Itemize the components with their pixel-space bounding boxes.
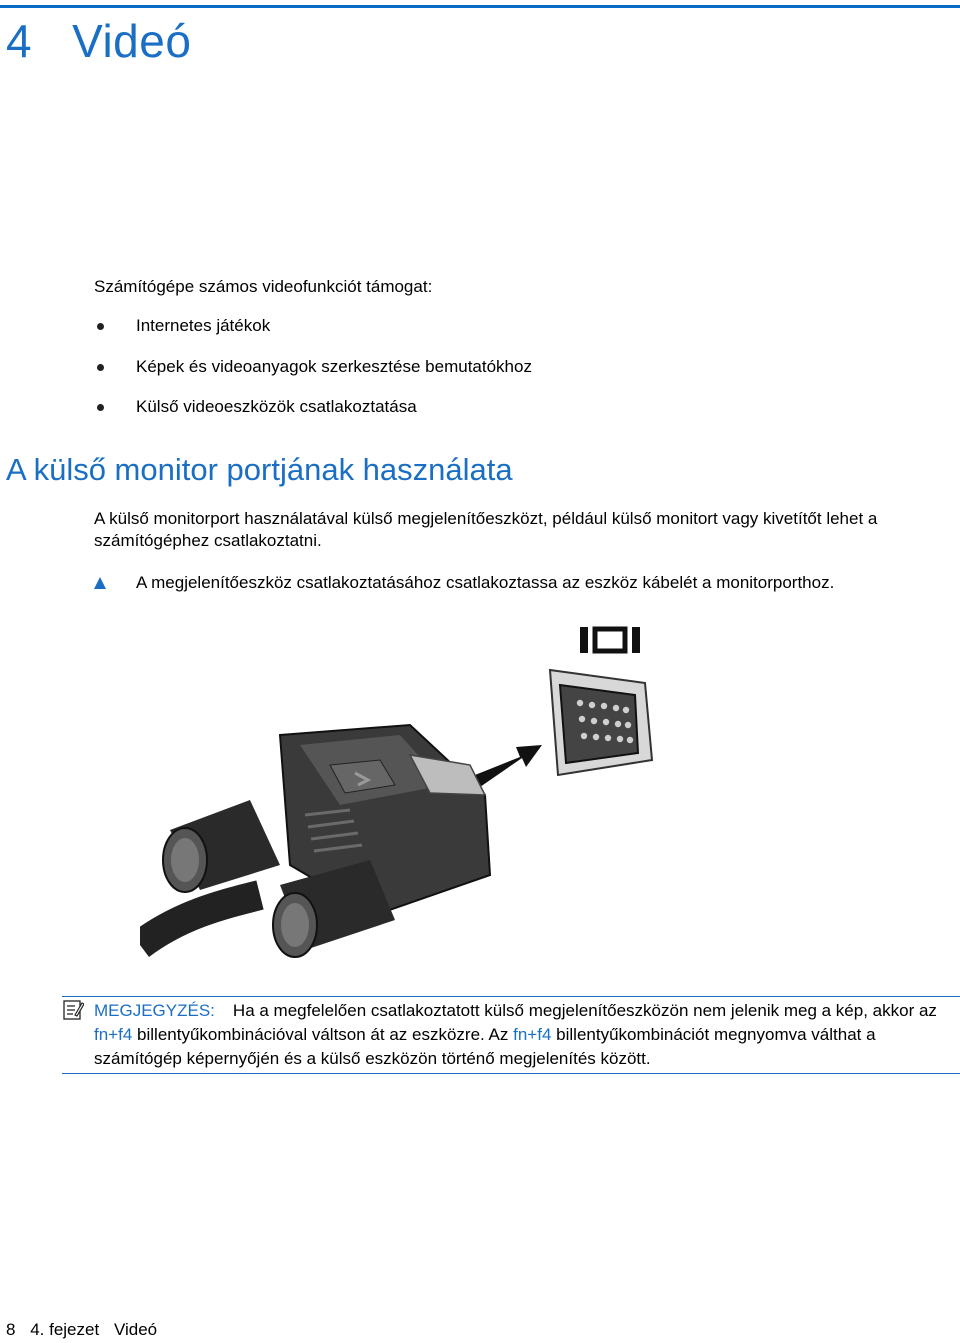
step-item [94,572,834,594]
page-number: 8 [6,1320,16,1339]
note-text-3: billentyűkombinációt megnyomva válthat a számítógép képernyőjén és a külső eszközön történő megjelenítés között. [94,1025,876,1068]
bullet-icon [97,323,104,330]
list-item-label: Külső videoeszközök csatlakoztatása [136,397,417,416]
vga-connector-illustration [140,615,660,980]
header-rule [0,5,960,8]
list-item-label: Internetes játékok [136,316,271,335]
list-item [94,396,532,418]
list-item [94,315,532,337]
note-text-2: billentyűkombinációval váltson át az eszközre. Az [137,1025,509,1044]
insert-arrow-icon [475,745,542,787]
list-item [94,356,532,378]
vga-port [550,670,652,775]
note-box [62,996,960,1074]
key-combo: fn+f4 [513,1025,552,1044]
list-item-label: Képek és videoanyagok szerkesztése bemutatókhoz [136,356,532,376]
feature-list [94,315,532,437]
key-combo: fn+f4 [94,1025,133,1044]
page-footer [6,1320,167,1340]
intro-text: Számítógépe számos videofunkciót támogat: [94,277,433,296]
note-bottom-rule [62,1073,960,1074]
step-text: A megjelenítőeszköz csatlakoztatásához csatlakoztassa az eszköz kábelét a monitorporthoz. [136,573,835,592]
footer-chapter-label: 4. fejezet [30,1320,100,1339]
section-title: A külső monitor portjának használata [6,452,513,487]
note-label: MEGJEGYZÉS: [94,1001,215,1020]
left-thumbscrew [163,800,280,892]
bullet-icon [97,364,104,371]
monitor-port-icon [580,627,640,653]
chapter-name: Videó [72,15,192,67]
note-pencil-icon [62,999,84,1021]
chapter-number: 4 [6,15,33,67]
note-text-1: Ha a megfelelően csatlakoztatott külső megjelenítőeszközön nem jelenik meg a kép, akkor az [232,1001,937,1020]
cable [140,895,260,945]
bullet-icon [97,404,104,411]
step-triangle-icon [94,577,106,589]
chapter-title [6,14,191,68]
footer-chapter-title: Videó [113,1320,158,1339]
note-text [94,997,960,1071]
section-body: A külső monitorport használatával külső megjelenítőeszközt, például külső monitort vagy kivetítőt lehet a számítógéphez csatlakoztatni. [94,509,878,550]
